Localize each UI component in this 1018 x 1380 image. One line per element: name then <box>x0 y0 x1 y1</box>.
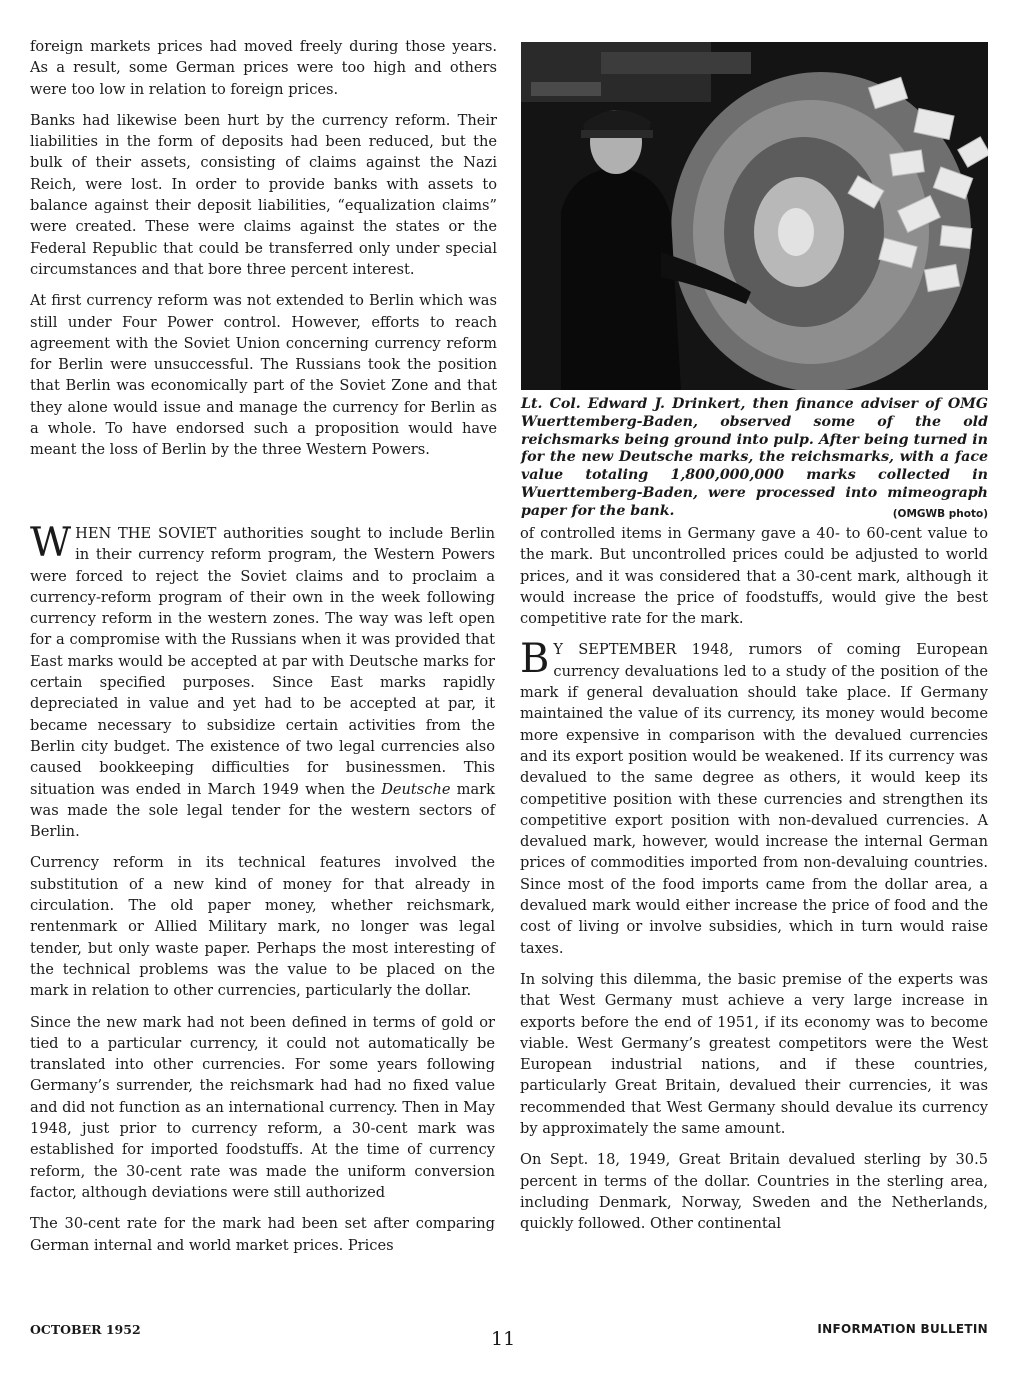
drop-cap-w: W <box>30 520 72 566</box>
paragraph-september-text: Y SEPTEMBER 1948, rumors of coming European currency devaluations led to a study of the position of the mark if general devaluation should take place. If Germany maintained the value of its currency, its money would become more expensive in comparison with the devalued currencies and its export position would be weakened. If its currency was devalued to the same degree as others, it would keep its competitive position with these currencies and strengthen its competitive export position with non-devalued currencies. A devalued mark, however, would increase the internal German prices of commodities imported from non-devaluing countries. Since most of the food imports came from the dollar area, a devalued mark would either increase the price of food and the cost of living or involve subsidies, which in turn would raise taxes. <box>520 641 988 957</box>
footer-date: OCTOBER 1952 <box>30 1322 141 1337</box>
bottom-left-column <box>30 520 495 1256</box>
drop-cap-b: B <box>520 636 550 683</box>
bottom-right-column <box>520 523 988 1235</box>
emphasis-deutsche: Deutsche <box>381 780 451 798</box>
paragraph-banks: Banks had likewise been hurt by the currency reform. Their liabilities in the form of deposits had been reduced, but the bulk of their assets, consisting of claims against the Nazi Reich, were lost. In order to provide banks with assets to balance against their deposit liabilities, “equalization claims” were created. These were claims against the states or the Federal Republic that could be transferred only under special circumstances and that bore three percent interest. <box>30 111 497 278</box>
photo-illustration <box>521 42 988 390</box>
caption-text <box>521 396 988 521</box>
paragraph-soviet-text-a: HEN THE SOVIET authorities sought to include Berlin in their currency reform program, the Western Powers were forced to reject the Soviet claims and to proclaim a currency-reform program of their own in the week following currency reform in the western zones. The way was left open for a compromise with the Russians when it was provided that East marks would be accepted at par with Deutsche marks for certain specified purposes. Since East marks rapidly depreciated in value and yet had to be accepted at par, it became necessary to subsidize certain activities from the Berlin city budget. The existence of two legal currencies also caused bookkeeping difficulties for businessmen. This situation was ended in March 1949 when the <box>30 525 495 798</box>
paragraph-soviet-authorities <box>30 520 495 842</box>
page-number: 11 <box>491 1328 516 1350</box>
paragraph-sept-18-1949: On Sept. 18, 1949, Great Britain devalued sterling by 30.5 percent in terms of the dollar. Countries in the sterling area, including Denmark, Norway, Sweden and the Netherlands, quickly followed. Other continental <box>520 1151 988 1233</box>
caption-body: Lt. Col. Edward J. Drinkert, then finance adviser of OMG Wuerttemberg-Baden, observed some of the old reichsmarks being ground into pulp. After being turned in for the new Deutsche marks, the reichsmarks, with a face value totaling 1,800,000,000 marks collected in Wuerttemberg-Baden, were processed into mimeograph paper for the bank. <box>521 396 988 519</box>
photo-reichsmark-grinder <box>521 42 988 390</box>
photo-caption <box>521 396 988 524</box>
paragraph-september-1948 <box>520 636 988 958</box>
paragraph-berlin: At first currency reform was not extended to Berlin which was still under Four Power control. However, efforts to reach agreement with the Soviet Union concerning currency reform for Berlin were unsuccessful. The Russians took the position that Berlin was economically part of the Soviet Zone and that they alone would issue and manage the currency for Berlin as a whole. To have endorsed such a proposition would have meant the loss of Berlin by the three Western Powers. <box>30 292 497 459</box>
paragraph-controlled-items: of controlled items in Germany gave a 40- to 60-cent value to the mark. But uncontrolled prices could be adjusted to world prices, and it was considered that a 30-cent mark, although it would increase the price of foodstuffs, would give the best competitive rate for the mark. <box>520 525 988 628</box>
photo-credit: (OMGWB photo) <box>892 507 988 520</box>
paragraph-technical-features: Currency reform in its technical features involved the substitution of a new kind of money for that already in circulation. The old paper money, whether reichsmark, rentenmark or Allied Military mark, no longer was legal tender, but only waste paper. Perhaps the most interesting of the technical problems was the value to be placed on the mark in relation to other currencies, particularly the dollar. <box>30 854 495 1000</box>
paragraph-foreign-markets: foreign markets prices had moved freely during those years. As a result, some German prices were too high and others were too low in relation to foreign prices. <box>30 38 497 98</box>
paragraph-new-mark: Since the new mark had not been defined in terms of gold or tied to a particular currency, it could not automatically be translated into other currencies. For some years following Germany’s surrender, the reichsmark had had no fixed value and did not function as an international currency. Then in May 1948, just prior to currency reform, a 30-cent mark was established for imported foodstuffs. At the time of currency reform, the 30-cent rate was made the uniform conversion factor, although deviations were still authorized <box>30 1013 495 1201</box>
paragraph-30-cent-rate: The 30-cent rate for the mark had been set after comparing German internal and world market prices. Prices <box>30 1215 495 1254</box>
paragraph-soviet-text-b: mark was made the sole legal tender for the western sectors of Berlin. <box>30 780 495 841</box>
paragraph-dilemma: In solving this dilemma, the basic premise of the experts was that West Germany must achieve a very large increase in exports before the end of 1951, if its economy was to become viable. West Germany’s greatest competitors were the West European industrial nations, and if these countries, particularly Great Britain, devalued their currencies, it was recommended that West Germany should devalue its currency by approximately the same amount. <box>520 970 988 1138</box>
top-left-column <box>30 36 497 461</box>
footer-publication: INFORMATION BULLETIN <box>817 1322 988 1336</box>
